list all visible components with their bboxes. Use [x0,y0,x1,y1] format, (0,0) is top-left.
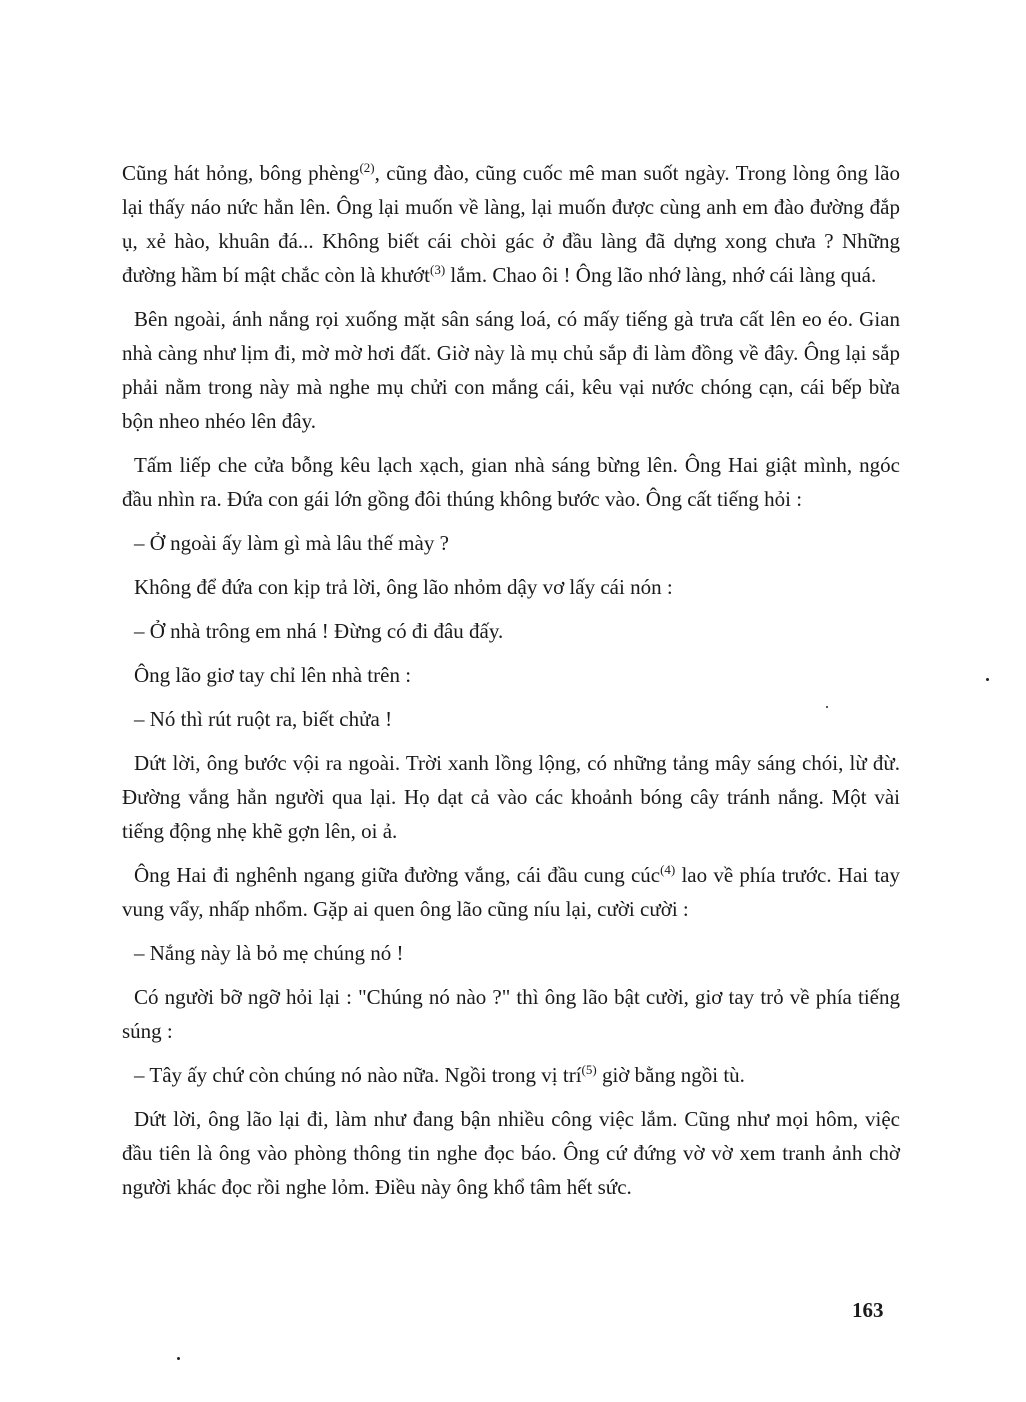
paragraph-4: Dứt lời, ông bước vội ra ngoài. Trời xanh lồng lộng, có những tảng mây sáng chói, lừ đừ. Đường vắng hẳn người qua lại. Họ dạt cả vào các khoảnh bóng cây tránh nắng. Một vài tiếng động nhẹ khẽ gợn lên, oi ả. [122,751,900,843]
footnote-ref-5: (5) [581,1062,597,1077]
paragraph-1-text-c: lắm. Chao ôi ! Ông lão nhớ làng, nhớ cái làng quá. [445,263,877,287]
scan-speck [177,1357,180,1360]
narration-line-1: Không để đứa con kịp trả lời, ông lão nhỏm dậy vơ lấy cái nón : [134,575,673,599]
dialogue-line-1: – Ở ngoài ấy làm gì mà lâu thế mày ? [134,531,449,555]
paragraph-3: Tấm liếp che cửa bỗng kêu lạch xạch, gian nhà sáng bừng lên. Ông Hai giật mình, ngóc đầu nhìn ra. Đứa con gái lớn gồng đôi thúng không bước vào. Ông cất tiếng hỏi : [122,453,900,511]
paragraph-5-text-b: lao về phía trước. Hai tay vung vẩy, nhấp nhổm. Gặp ai quen ông lão cũng níu lại, cười cười : [122,863,900,921]
paragraph-6: Có người bỡ ngỡ hỏi lại : "Chúng nó nào ?" thì ông lão bật cười, giơ tay trỏ về phía tiếng súng : [122,985,900,1043]
dialogue-line-5 [122,1058,900,1092]
body-text [122,156,900,1214]
dialogue-line-4: – Nắng này là bỏ mẹ chúng nó ! [134,941,404,965]
paragraph-2: Bên ngoài, ánh nắng rọi xuống mặt sân sáng loá, có mấy tiếng gà trưa cất lên eo éo. Gian nhà càng như lịm đi, mờ mờ hơi đất. Giờ này là mụ chủ sắp đi làm đồng về đây. Ông lại sắp phải nằm trong này mà nghe mụ chửi con mắng cái, kêu vại nước chóng cạn, cái bếp bừa bộn nheo nhéo lên đây. [122,307,900,433]
paragraph-1 [122,156,900,292]
dialogue-line-5-text-b: giờ bằng ngồi tù. [596,1063,745,1087]
page-number: 163 [852,1298,884,1322]
footnote-ref-2: (2) [359,160,375,175]
footnote-ref-3: (3) [429,262,446,277]
scan-speck [986,678,989,681]
paragraph-1-text-b: , cũng đào, cũng cuốc mê man suốt ngày. Trong lòng ông lão lại thấy náo nức hẳn lên. Ông lại muốn về làng, lại muốn được cùng anh em đào đường đắp ụ, xẻ hào, khuân đá... Không biết cái chòi gác ở đầu làng đã dựng xong chưa ? Những đường hầm bí mật chắc còn là khướt [122,161,901,287]
paragraph-7: Dứt lời, ông lão lại đi, làm như đang bận nhiều công việc lắm. Cũng như mọi hôm, việc đầu tiên là ông vào phòng thông tin nghe đọc báo. Ông cứ đứng vờ vờ xem tranh ảnh chờ người khác đọc rồi nghe lỏm. Điều này ông khổ tâm hết sức. [122,1107,900,1199]
paragraph-5 [122,858,900,926]
footnote-ref-4: (4) [660,862,676,877]
dialogue-line-2: – Ở nhà trông em nhá ! Đừng có đi đâu đấy. [134,619,504,643]
scan-speck [826,706,828,708]
dialogue-line-5-text-a: – Tây ấy chứ còn chúng nó nào nữa. Ngồi trong vị trí [134,1063,582,1087]
narration-line-2: Ông lão giơ tay chỉ lên nhà trên : [134,663,412,687]
paragraph-1-text-a: Cũng hát hỏng, bông phèng [122,161,360,185]
paragraph-5-text-a: Ông Hai đi nghênh ngang giữa đường vắng, cái đầu cung cúc [134,863,661,887]
dialogue-line-3: – Nó thì rút ruột ra, biết chửa ! [134,707,393,731]
